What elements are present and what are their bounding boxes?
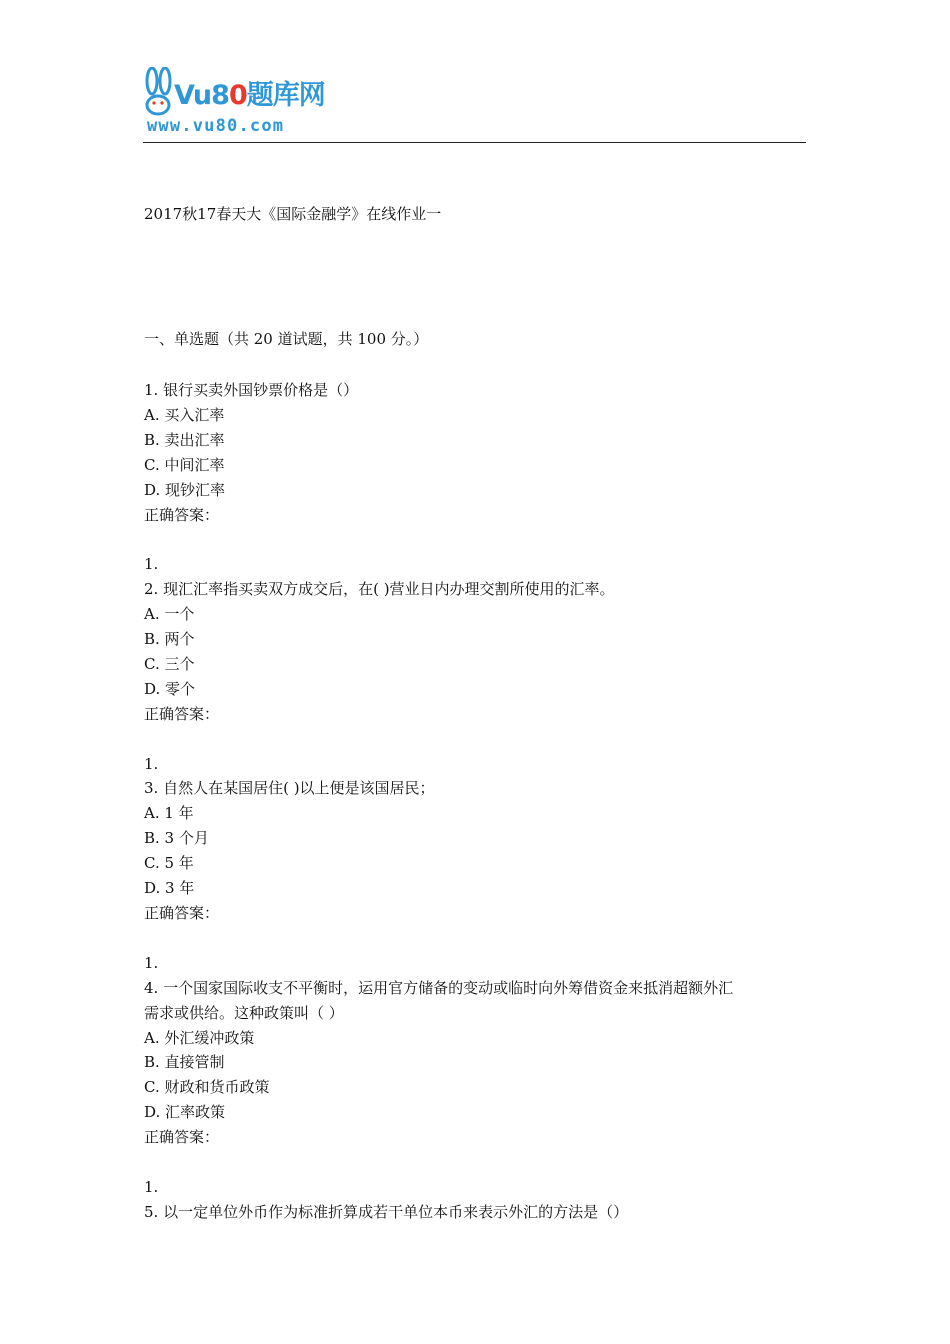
answer-option: D. 汇率政策 (144, 1103, 226, 1122)
rabbit-logo-icon (143, 67, 177, 117)
header-divider (143, 142, 806, 143)
question-block (144, 1200, 806, 1225)
question-score: 1. (144, 754, 159, 773)
site-logo (143, 67, 343, 139)
answer-option: B. 两个 (144, 630, 195, 649)
correct-answer-label: 正确答案： (144, 704, 220, 723)
question-stem: 5. 以一定单位外币作为标准折算成若干单位本币来表示外汇的方法是（） (144, 1202, 629, 1221)
question-stem: 需求或供给。这种政策叫（ ） (144, 1003, 344, 1022)
question-score: 1. (144, 1177, 159, 1196)
correct-answer-label: 正确答案： (144, 1128, 220, 1147)
answer-option: A. 外汇缓冲政策 (144, 1028, 255, 1047)
answer-option: A. 1 年 (144, 804, 194, 823)
correct-answer-label: 正确答案： (144, 904, 220, 922)
spacer (144, 527, 806, 552)
answer-option: B. 3 个月 (144, 829, 209, 848)
question-block (144, 776, 806, 975)
answer-option: A. 买入汇率 (144, 405, 225, 424)
answer-option: B. 直接管制 (144, 1053, 225, 1072)
question-block (144, 577, 806, 776)
answer-option: C. 5 年 (144, 854, 194, 873)
logo-url: www.vu80.com (147, 116, 285, 136)
document-title: 2017秋17春天大《国际金融学》在线作业一 (144, 205, 442, 223)
logo-wordmark: Vu80题库网 (174, 80, 325, 111)
answer-option: B. 卖出汇率 (144, 430, 225, 449)
section-heading: 一、单选题（共 20 道试题，共 100 分。） (144, 330, 429, 348)
answer-option: C. 三个 (144, 654, 195, 673)
question-stem: 3. 自然人在某国居住( )以上便是该国居民； (144, 779, 435, 798)
question-block (144, 976, 806, 1200)
question-stem: 4. 一个国家国际收支不平衡时，运用官方储备的变动或临时向外筹借资金来抵消超额外汇 (144, 978, 734, 997)
spacer (144, 1150, 806, 1175)
question-stem: 2. 现汇汇率指买卖双方成交后，在( )营业日内办理交割所使用的汇率。 (144, 580, 615, 599)
spacer (144, 926, 806, 951)
spacer (144, 727, 806, 752)
correct-answer-label: 正确答案： (144, 505, 220, 524)
answer-option: A. 一个 (144, 605, 195, 624)
answer-option: C. 财政和货币政策 (144, 1078, 270, 1097)
question-stem: 1. 银行买卖外国钞票价格是（） (144, 381, 359, 399)
answer-option: D. 零个 (144, 679, 196, 698)
answer-option: D. 现钞汇率 (144, 480, 226, 499)
question-score: 1. (144, 555, 159, 574)
question-block (144, 378, 806, 577)
answer-option: D. 3 年 (144, 879, 195, 898)
answer-option: C. 中间汇率 (144, 455, 225, 474)
question-score: 1. (144, 953, 159, 972)
question-list (144, 378, 806, 1225)
